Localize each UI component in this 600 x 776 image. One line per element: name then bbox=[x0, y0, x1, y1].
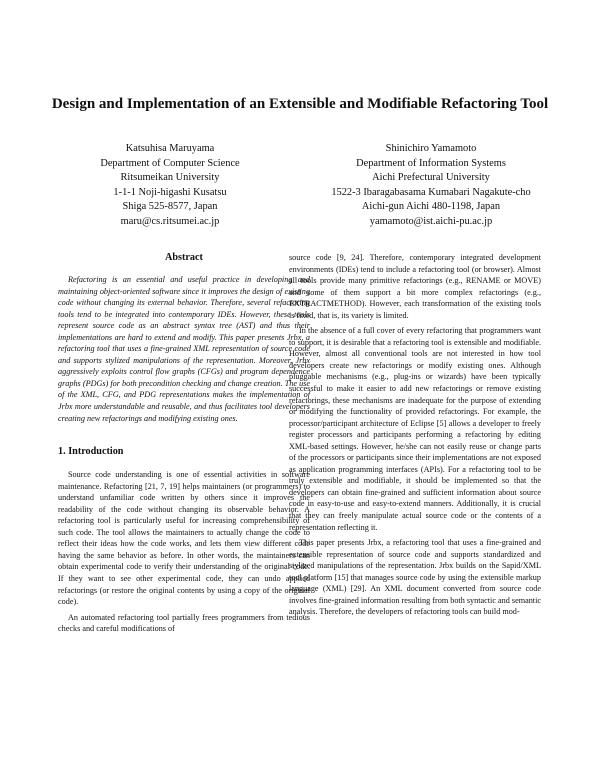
body-paragraph: source code [9, 24]. Therefore, contemporary integrated development environments (IDEs) tend to include a refactoring tool (or browser). Almost all tools provide many primitive refactorings (e.g., RENAME or MOVE) and some of them support a bit more complex refactorings (e.g., EXTRACTMETHOD). However, each transformation of the existing tools is fixed, that is, its variety is limited. bbox=[289, 253, 541, 320]
author-university: Ritsumeikan University bbox=[120, 172, 220, 184]
intro-paragraph: Source code understanding is one of essential activities in software maintenance. Refactoring [21, 7, 19] helps maintainers (or programmers) to understand unfamiliar code written by others since it improves the readability of the code without changing its observable behavior. A refactoring tool is particularly useful for increasing comprehensibility of such code. The tool allows the maintainers to actually change the code to reflect their ideas how the code works, and lets them view different code having the same behavior as before. In other words, the maintainers can obtain experimental code to verify their understanding of the original code. If they want to see other experimental code, they can undo applied refactorings (or restore the original contents by using a copy of the original code). bbox=[58, 470, 310, 607]
body-paragraph: This paper presents Jrbx, a refactoring tool that uses a fine-grained and extensible representation of source code and supports standardized and stylized manipulations of the representation. Jrbx builds on the Sapid/XML tool platform [15] that manages source code by using the extensible markup language (XML) [29]. An XML document converted from source code involves fine-grained information resulting from both syntactic and semantic analysis. Therefore, the developers of refactoring tools can build mod- bbox=[289, 538, 541, 617]
left-column bbox=[58, 252, 310, 635]
paper-title: Design and Implementation of an Extensible and Modifiable Refactoring Tool bbox=[51, 96, 549, 112]
author-department: Department of Computer Science bbox=[100, 157, 240, 169]
author-address: 1522-3 Ibaragabasama Kumabari Nagakute-cho bbox=[331, 186, 531, 198]
abstract-heading: Abstract bbox=[165, 252, 203, 263]
author-address: 1-1-1 Noji-higashi Kusatsu bbox=[113, 186, 227, 198]
author-city: Shiga 525-8577, Japan bbox=[122, 201, 218, 213]
abstract-text: Refactoring is an essential and useful practice in developing and maintaining object-oriented software since it improves the design of existing code without changing its external behavior. Therefore, several refactoring tools tend to be integrated into contemporary IDEs. However, these tools represent source code as an abstract syntax tree (AST) and thus their implementations are hard to extend and modify. This paper presents Jrbx, a refactoring tool that uses a fine-grained XML representation of source code and supports stylized manipulations of the representation. Moreover, Jrbx aggressively exploits control flow graphs (CFGs) and program dependence graphs (PDGs) for both precondition checking and change creation. The use of the XML, CFG, and PDG representations makes the implementation of Jrbx more understandable and reusable, and thus facilitates tool developers creating new refactorings and modifying existing ones. bbox=[58, 275, 310, 423]
author-block-1 bbox=[70, 142, 270, 230]
author-department: Department of Information Systems bbox=[356, 157, 506, 169]
intro-paragraph: An automated refactoring tool partially frees programmers from tedious checks and careful modifications of bbox=[58, 612, 310, 634]
right-column bbox=[289, 252, 541, 618]
body-paragraph: In the absence of a full cover of every refactoring that programmers want to support, it is desirable that a refactoring tool is extensible and modifiable. However, almost all conventional tools are not interested in how tool developers create new refactorings or modify existing ones. Although pluggable mechanisms (e.g., plug-ins or wizards) have been typically successful to make it easier to add new refactorings or remove existing refactorings, these mechanisms are inadequate for the purpose of extending or modifying the functionality of provided refactorings. For example, the processor/participant architecture of Eclipse [5] allows a developer to freely register processors and participants performing a refactoring by editing XML-based settings. However, he/she can not easily reuse or change parts of the processors or participants since their implementations are not exposed as application programming interfaces (APIs). For a refactoring tool to be truly extensible and modifiable, it should be implemented so that the developers can obtain fine-grained and sufficient information about source code in easy-to-use and easy-to-extend manners. Additionally, it is crucial that they can freely manipulate actual source code or the contents of a representation reflecting it. bbox=[289, 326, 541, 532]
author-university: Aichi Prefectural University bbox=[372, 172, 490, 184]
author-email: maru@cs.ritsumei.ac.jp bbox=[120, 215, 220, 227]
author-name: Katsuhisa Maruyama bbox=[125, 143, 215, 154]
author-name: Shinichiro Yamamoto bbox=[385, 143, 477, 154]
author-block-2 bbox=[296, 142, 566, 230]
section-heading-introduction: 1. Introduction bbox=[58, 446, 124, 458]
author-email: yamamoto@ist.aichi-pu.ac.jp bbox=[369, 215, 493, 227]
author-city: Aichi-gun Aichi 480-1198, Japan bbox=[361, 201, 501, 213]
abstract bbox=[58, 274, 310, 424]
